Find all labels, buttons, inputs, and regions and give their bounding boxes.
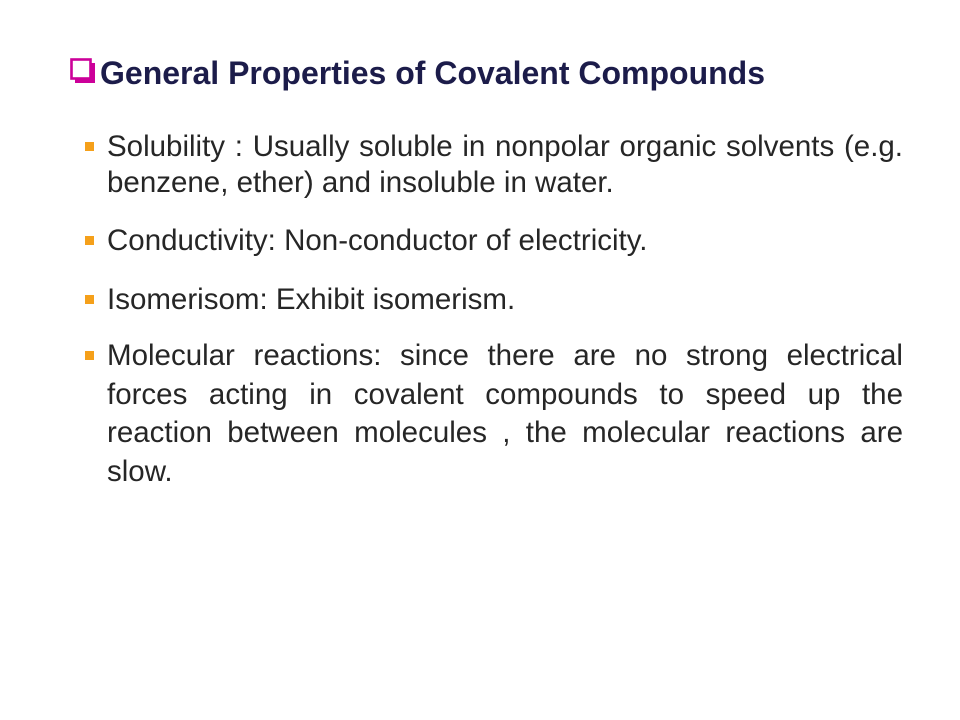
square-bullet-icon <box>85 295 94 304</box>
bullet-item-molecular-reactions <box>107 337 903 491</box>
bullet-text: Molecular reactions: since there are no strong electrical forces acting in covalent compounds to speed up the reaction between molecules , the molecular reactions are slow. <box>107 339 903 488</box>
bullet-item-isomerism <box>107 281 903 320</box>
bullet-text: Solubility : Usually soluble in nonpolar organic solvents (e.g. benzene, ether) and insoluble in water. <box>107 130 903 199</box>
square-bullet-icon <box>85 351 94 360</box>
bullet-text: Conductivity: Non-conductor of electricity. <box>107 224 648 257</box>
square-bullet-icon <box>85 142 94 151</box>
bullet-item-solubility <box>107 129 903 201</box>
square-bullet-icon <box>85 236 94 245</box>
bullet-item-conductivity <box>107 222 903 261</box>
bullet-text: Isomerisom: Exhibit isomerism. <box>107 283 516 316</box>
slide-title: General Properties of Covalent Compounds <box>100 55 765 91</box>
